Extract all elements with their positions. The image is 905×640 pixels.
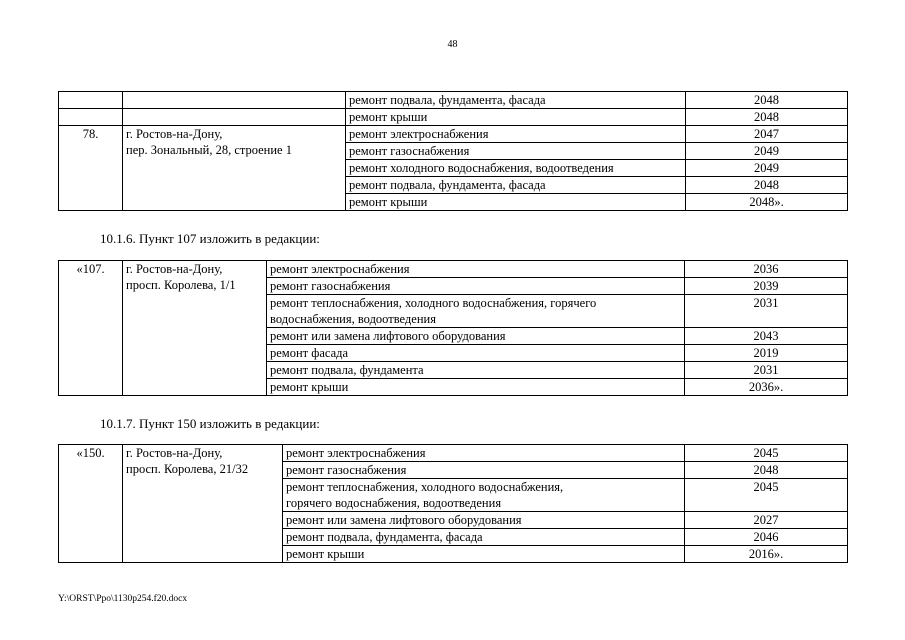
work-type-cell: ремонт крыши [283, 546, 685, 563]
work-type-cell: ремонт крыши [346, 109, 686, 126]
year-cell: 2031 [685, 362, 848, 379]
work-type-cell: ремонт подвала, фундамента [267, 362, 685, 379]
repair-table-107 [58, 260, 848, 396]
work-type-cell: ремонт крыши [267, 379, 685, 396]
item-number [59, 92, 123, 109]
address-cell: г. Ростов-на-Дону, просп. Королева, 21/32 [123, 445, 283, 563]
year-cell: 2027 [685, 512, 848, 529]
year-cell: 2045 [685, 445, 848, 462]
work-type-cell: ремонт подвала, фундамента, фасада [283, 529, 685, 546]
table-row [59, 261, 848, 278]
year-cell: 2048 [686, 92, 848, 109]
work-type-cell: ремонт крыши [346, 194, 686, 211]
table-row [59, 445, 848, 462]
work-type-cell: ремонт подвала, фундамента, фасада [346, 92, 686, 109]
year-cell: 2016». [685, 546, 848, 563]
year-cell: 2048 [686, 177, 848, 194]
address-cell: г. Ростов-на-Дону, пер. Зональный, 28, строение 1 [123, 126, 346, 211]
table-row [59, 126, 848, 143]
year-cell: 2043 [685, 328, 848, 345]
year-cell: 2046 [685, 529, 848, 546]
table-row [59, 92, 848, 109]
work-type-cell: ремонт газоснабжения [283, 462, 685, 479]
year-cell: 2045 [685, 479, 848, 512]
year-cell: 2049 [686, 143, 848, 160]
address-cell [123, 109, 346, 126]
item-number [59, 109, 123, 126]
work-type-cell: ремонт подвала, фундамента, фасада [346, 177, 686, 194]
work-type-cell: ремонт газоснабжения [267, 278, 685, 295]
repair-table-78 [58, 91, 848, 211]
item-number: «150. [59, 445, 123, 563]
file-path-footer: Y:\ORST\Ppo\1130p254.f20.docx [58, 594, 188, 604]
item-number: 78. [59, 126, 123, 211]
year-cell: 2031 [685, 295, 848, 328]
work-type-cell: ремонт газоснабжения [346, 143, 686, 160]
year-cell: 2049 [686, 160, 848, 177]
year-cell: 2048». [686, 194, 848, 211]
address-cell: г. Ростов-на-Дону, просп. Королева, 1/1 [123, 261, 267, 396]
work-type-cell: ремонт электроснабжения [267, 261, 685, 278]
year-cell: 2048 [685, 462, 848, 479]
year-cell: 2047 [686, 126, 848, 143]
work-type-cell: ремонт электроснабжения [346, 126, 686, 143]
year-cell: 2036». [685, 379, 848, 396]
table-row [59, 109, 848, 126]
paragraph-150: 10.1.7. Пункт 150 изложить в редакции: [100, 416, 320, 431]
year-cell: 2048 [686, 109, 848, 126]
work-type-cell: ремонт фасада [267, 345, 685, 362]
repair-table-150 [58, 444, 848, 563]
page-number: 48 [447, 39, 458, 50]
work-type-cell: ремонт или замена лифтового оборудования [283, 512, 685, 529]
paragraph-107: 10.1.6. Пункт 107 изложить в редакции: [100, 231, 320, 246]
address-cell [123, 92, 346, 109]
year-cell: 2036 [685, 261, 848, 278]
work-type-cell: ремонт теплоснабжения, холодного водоснабжения, горячего водоснабжения, водоотведения [267, 295, 685, 328]
work-type-cell: ремонт холодного водоснабжения, водоотведения [346, 160, 686, 177]
year-cell: 2039 [685, 278, 848, 295]
year-cell: 2019 [685, 345, 848, 362]
work-type-cell: ремонт теплоснабжения, холодного водоснабжения, горячего водоснабжения, водоотведения [283, 479, 685, 512]
item-number: «107. [59, 261, 123, 396]
work-type-cell: ремонт электроснабжения [283, 445, 685, 462]
work-type-cell: ремонт или замена лифтового оборудования [267, 328, 685, 345]
